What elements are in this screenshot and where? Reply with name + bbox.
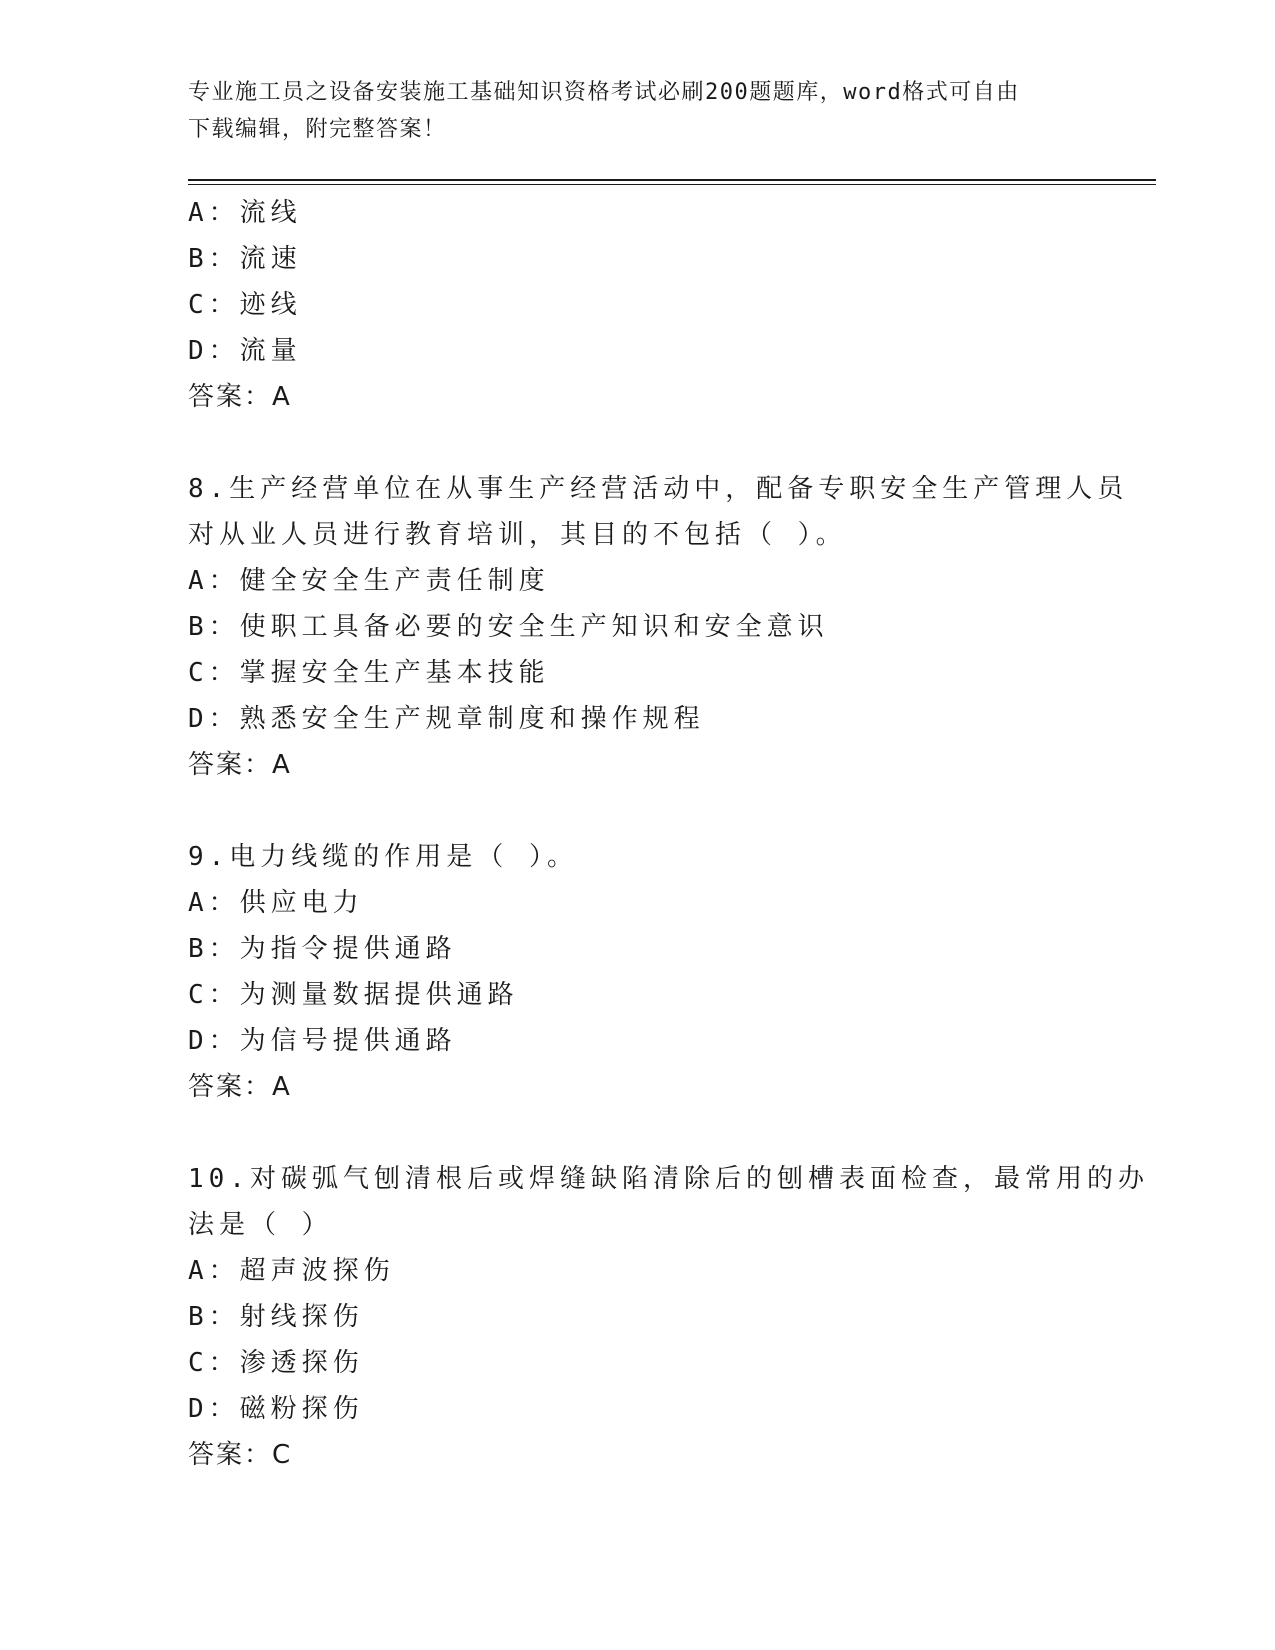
option-d: D：为信号提供通路 [188,1026,457,1056]
option-a: A：流线 [188,198,302,228]
question-8 [188,466,1129,788]
question-stem: 8.生产经营单位在从事生产经营活动中，配备专职安全生产管理人员 [188,474,1129,504]
option-a: A：供应电力 [188,888,364,918]
answer-line: 答案：C [188,1440,293,1470]
header-line-2: 下载编辑，附完整答案！ [188,117,447,142]
question-stem: 10.对碳弧气刨清根后或焊缝缺陷清除后的刨槽表面检查，最常用的办 [188,1164,1149,1194]
option-a: A：超声波探伤 [188,1256,395,1286]
option-d: D：熟悉安全生产规章制度和操作规程 [188,704,705,734]
answer-line: 答案：A [188,1072,292,1102]
option-b: B：射线探伤 [188,1302,364,1332]
header-divider-thin [188,184,1156,185]
header-divider-thick [188,179,1156,181]
question-stem: 9.电力线缆的作用是（ ）。 [188,842,578,872]
option-b: B：为指令提供通路 [188,934,457,964]
question-9 [188,834,1088,1110]
option-c: C：渗透探伤 [188,1348,364,1378]
answer-line: 答案：A [188,382,292,412]
option-c: C：掌握安全生产基本技能 [188,658,550,688]
option-d: D：流量 [188,336,302,366]
option-a: A：健全安全生产责任制度 [188,566,550,596]
question-stem: 对从业人员进行教育培训，其目的不包括（ ）。 [188,520,847,550]
option-b: B：流速 [188,244,302,274]
question-stem: 法是（ ） [188,1210,333,1240]
question-list [188,190,1149,1478]
option-c: C：迹线 [188,290,302,320]
answer-line: 答案：A [188,750,292,780]
option-b: B：使职工具备必要的安全生产知识和安全意识 [188,612,829,642]
document-header [188,74,1068,148]
option-c: C：为测量数据提供通路 [188,980,519,1010]
question-10 [188,1156,1149,1478]
option-d: D：磁粉探伤 [188,1394,364,1424]
header-line-1: 专业施工员之设备安装施工基础知识资格考试必刷200题题库，word格式可自由 [188,80,1020,105]
question-7-tail [188,190,1088,420]
